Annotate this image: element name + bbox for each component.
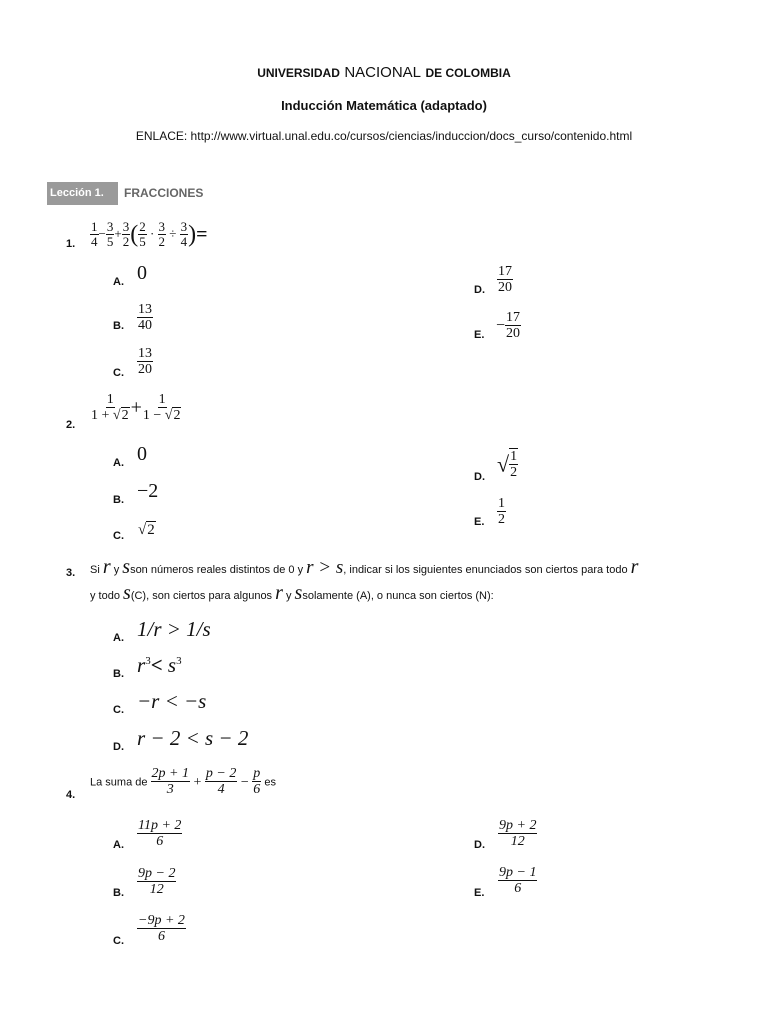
option-d-value: r − 2 < s − 2 [137,726,249,750]
option-b-fraction [137,302,153,334]
option-label: B. [113,887,124,899]
option-label: C. [113,530,124,542]
option-b-fraction [137,866,176,898]
base: s [167,653,177,677]
option-c-fraction [137,913,186,945]
option-label: C. [113,935,124,947]
numerator: p − 2 [205,766,237,781]
radicand: 2 [121,408,129,424]
square-root: √2 [112,408,129,424]
variable-s: s [123,582,131,604]
option-a-fraction [137,818,182,850]
numerator: 3 [122,219,130,234]
option-a-value: 0 [137,262,147,284]
q2-expression: $\frac{1}{1 + √2}$ + $\frac{1}{1 - √2}$ [91,392,181,424]
numerator: 1 [158,392,166,407]
text: y [282,590,295,602]
variable-s: s [294,582,303,604]
fraction [122,220,131,250]
text: es [264,776,276,789]
denominator: 2 [510,465,518,481]
radicand: 2 [147,522,155,538]
square-root: √2 [164,408,181,424]
fraction [158,220,167,250]
fraction [205,766,237,798]
numerator: 13 [138,302,152,317]
option-label: E. [474,516,485,528]
denominator: 12 [149,882,164,898]
variable-r: r [630,556,639,578]
q3-statement-line1 [90,556,638,579]
option-label: D. [113,741,124,753]
text: y [110,564,123,576]
variable-r: r [275,582,283,604]
numerator: 1 [106,392,114,407]
text: La suma de [90,776,148,789]
minus-sign: − [496,316,506,334]
numerator: 3 [158,219,166,234]
document-subtitle: Inducción Matemática (adaptado) [281,98,487,113]
denominator [142,408,183,423]
option-a-value: 0 [137,443,147,465]
denominator: 12 [510,834,525,850]
lesson-title: FRACCIONES [124,186,204,200]
option-d-fraction [497,264,513,296]
denominator: 40 [138,318,152,334]
option-label: D. [474,471,485,483]
university-title [0,64,768,82]
exponent: 3 [145,655,151,667]
option-label: A. [113,457,124,469]
question-number: 1. [66,238,76,250]
denominator: 2 [122,234,130,250]
option-e-fraction [505,310,521,342]
question-number: 4. [66,789,76,801]
denominator: 6 [514,881,522,897]
q4-statement: La suma de $\frac{2p + 1}{3}$ + $\frac{p - 2}{4}$ − $\frac{p}{6}$ es [90,766,276,798]
option-c-value: −r < −s [137,689,207,713]
option-label: B. [113,668,124,680]
denominator: 2 [158,234,166,250]
text: solamente (A), o nunca son ciertos (N): [302,590,494,602]
question-number: 3. [66,567,76,579]
numerator: 1 [510,449,518,464]
option-c-sqrt: √2 [138,522,155,538]
option-b-value: −2 [137,480,159,502]
fraction [142,392,183,424]
numerator: 9p + 2 [499,818,537,833]
question-number: 2. [66,419,76,431]
q3-statement-line2 [90,582,494,605]
text: son números reales distintos de 0 y [130,564,307,576]
source-link[interactable]: ENLACE: http://www.virtual.unal.edu.co/cursos/ciencias/induccion/docs_curso/contenido.html [135,129,633,143]
denominator: 3 [166,782,174,798]
fraction [252,766,261,798]
denominator: 5 [139,234,146,250]
numerator: 2 [139,219,146,234]
numerator: 3 [106,219,114,234]
title-part: DE COLOMBIA [425,66,511,80]
numerator: 11p + 2 [138,818,182,833]
option-label: B. [113,494,124,506]
option-label: E. [474,329,485,341]
base: r [137,653,146,677]
title-part: UNIVERSIDAD [257,66,340,80]
numerator: 1 [91,219,98,234]
condition: r > s [306,557,344,578]
option-label: C. [113,367,124,379]
variable-r: r [102,556,111,578]
denominator: 20 [138,362,152,378]
numerator: −9p + 2 [138,913,185,928]
text: y todo [90,590,124,602]
q1-expression: $\frac{1}{4}$ − $\frac{3}{5}$ + $\frac{3}{2}$ ( $\frac{2}{5}$ · $\frac{3}{2}$ ÷ $\frac{3}{4}$ )= [91,219,208,250]
denominator-part: 1 − [142,408,165,424]
fraction [138,220,147,250]
fraction [151,766,190,798]
operator: < [150,653,168,677]
text: (C), son ciertos para algunos [130,590,276,602]
option-b-value [137,653,182,678]
denominator: 4 [180,234,188,250]
denominator: 5 [106,234,114,250]
denominator [90,408,131,423]
option-label: E. [474,887,485,899]
radicand: 2 [173,408,181,424]
option-label: D. [474,284,485,296]
denominator: 20 [506,326,521,342]
denominator-part: 1 + [91,408,113,424]
denominator: 20 [498,280,512,296]
numerator: 17 [506,310,521,325]
title-part: NACIONAL [344,64,422,81]
text: , indicar si los siguientes enunciados son ciertos para todo [343,564,631,576]
text: Si [90,564,103,576]
fraction [509,448,518,481]
numerator: 2p + 1 [151,766,189,781]
option-e-fraction [498,865,537,897]
option-e-fraction [497,496,506,528]
option-a-value: 1/r > 1/s [137,617,211,641]
equals-sign: = [196,223,208,246]
fraction [90,220,99,250]
option-label: C. [113,704,124,716]
option-label: B. [113,320,124,332]
numerator: 3 [180,219,188,234]
option-label: D. [474,839,485,851]
fraction [180,220,189,250]
option-c-fraction [137,346,153,378]
denominator: 6 [253,782,261,798]
denominator: 4 [91,234,98,250]
numerator: 13 [138,346,152,361]
option-label: A. [113,276,124,288]
fraction [90,392,131,424]
option-label: A. [113,839,124,851]
option-d-sqrt: √ $\frac{1}{2}$ [497,449,518,481]
numerator: 9p − 2 [138,866,176,881]
option-label: A. [113,632,124,644]
numerator: p [253,766,261,781]
lesson-tag: Lección 1. [47,182,118,205]
denominator: 2 [498,512,505,528]
variable-s: s [122,556,131,578]
denominator: 4 [217,782,225,798]
denominator: 6 [157,929,165,945]
option-d-fraction [498,818,537,850]
numerator: 1 [498,496,505,511]
exponent: 3 [176,655,182,667]
numerator: 17 [498,264,512,279]
denominator: 6 [156,834,164,850]
numerator: 9p − 1 [499,865,537,880]
